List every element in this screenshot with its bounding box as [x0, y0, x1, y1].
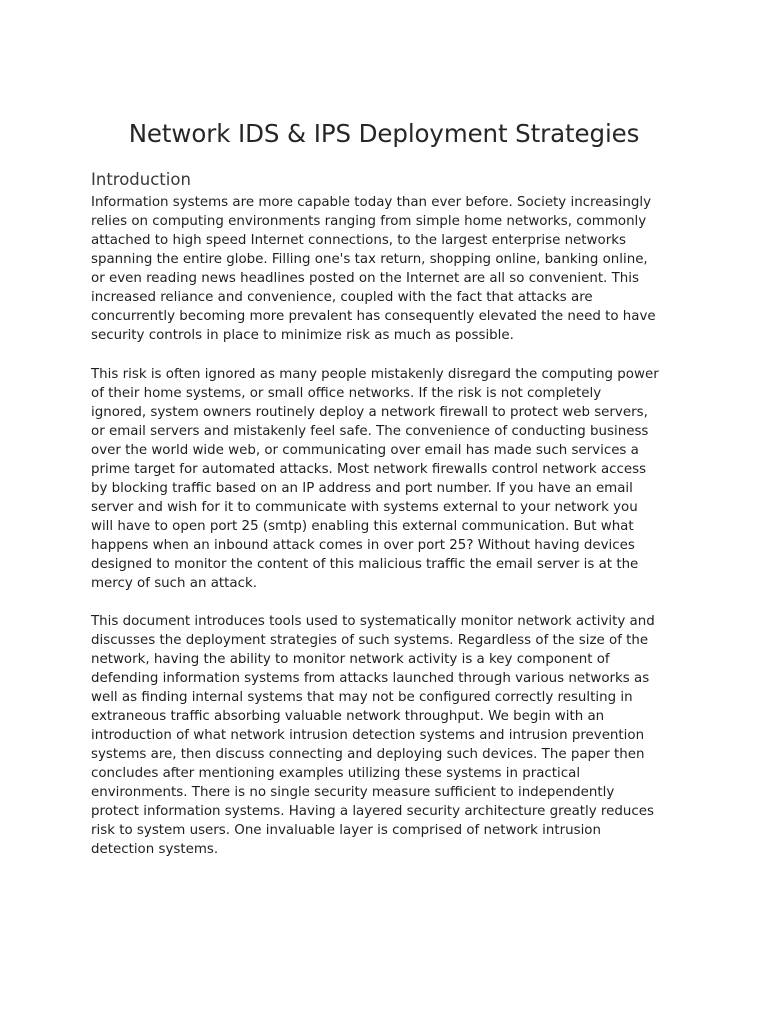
paragraph-line: detection systems. — [91, 842, 219, 857]
paragraph-line: of their home systems, or small office networks. If the risk is not completely — [91, 386, 602, 401]
paragraph-line: well as finding internal systems that may not be configured correctly resulting in — [91, 690, 633, 705]
paragraph-line: mercy of such an attack. — [91, 576, 258, 591]
paragraph-line: introduction of what network intrusion detection systems and intrusion prevention — [91, 728, 645, 743]
paragraph-line: extraneous traffic absorbing valuable network throughput. We begin with an — [91, 709, 605, 724]
paragraph-line: environments. There is no single security measure sufficient to independently — [91, 785, 615, 800]
paragraph-line: concludes after mentioning examples utilizing these systems in practical — [91, 766, 581, 781]
paragraph-line: discusses the deployment strategies of such systems. Regardless of the size of the — [91, 633, 649, 648]
paragraph-line: security controls in place to minimize risk as much as possible. — [91, 328, 514, 343]
paragraph-line: relies on computing environments ranging from simple home networks, commonly — [91, 214, 647, 229]
paragraph-line: protect information systems. Having a layered security architecture greatly reduces — [91, 804, 654, 819]
paragraph-line: ignored, system owners routinely deploy a network firewall to protect web servers, — [91, 405, 648, 420]
paragraph-line: This document introduces tools used to systematically monitor network activity and — [91, 614, 655, 629]
paragraph-line: or even reading news headlines posted on the Internet are all so convenient. This — [91, 271, 639, 286]
paragraph — [91, 365, 681, 593]
paragraph-line: prime target for automated attacks. Most network firewalls control network access — [91, 462, 647, 477]
paragraph-line: or email servers and mistakenly feel safe. The convenience of conducting business — [91, 424, 649, 439]
paragraph-line: systems are, then discuss connecting and deploying such devices. The paper then — [91, 747, 645, 762]
paragraph — [91, 193, 681, 345]
paragraph-line: happens when an inbound attack comes in over port 25? Without having devices — [91, 538, 635, 553]
paragraph — [91, 612, 681, 859]
paragraph-line: attached to high speed Internet connections, to the largest enterprise networks — [91, 233, 626, 248]
paragraph-line: spanning the entire globe. Filling one's tax return, shopping online, banking online, — [91, 252, 648, 267]
paragraph-line: defending information systems from attacks launched through various networks as — [91, 671, 650, 686]
paragraph-line: server and wish for it to communicate with systems external to your network you — [91, 500, 638, 515]
paragraph-line: over the world wide web, or communicating over email has made such services a — [91, 443, 639, 458]
section-heading-introduction: Introduction — [91, 170, 191, 189]
paragraph-line: Information systems are more capable today than ever before. Society increasingly — [91, 195, 652, 210]
paragraph-line: will have to open port 25 (smtp) enabling this external communication. But what — [91, 519, 634, 534]
paragraph-line: increased reliance and convenience, coupled with the fact that attacks are — [91, 290, 593, 305]
paragraph-line: by blocking traffic based on an IP address and port number. If you have an email — [91, 481, 633, 496]
paragraph-line: risk to system users. One invaluable layer is comprised of network intrusion — [91, 823, 601, 838]
paragraph-line: concurrently becoming more prevalent has consequently elevated the need to have — [91, 309, 656, 324]
document-title: Network IDS & IPS Deployment Strategies — [128, 119, 640, 148]
paragraph-line: network, having the ability to monitor network activity is a key component of — [91, 652, 610, 667]
paragraph-line: designed to monitor the content of this malicious traffic the email server is at the — [91, 557, 639, 572]
paragraph-line: This risk is often ignored as many people mistakenly disregard the computing power — [91, 367, 659, 382]
